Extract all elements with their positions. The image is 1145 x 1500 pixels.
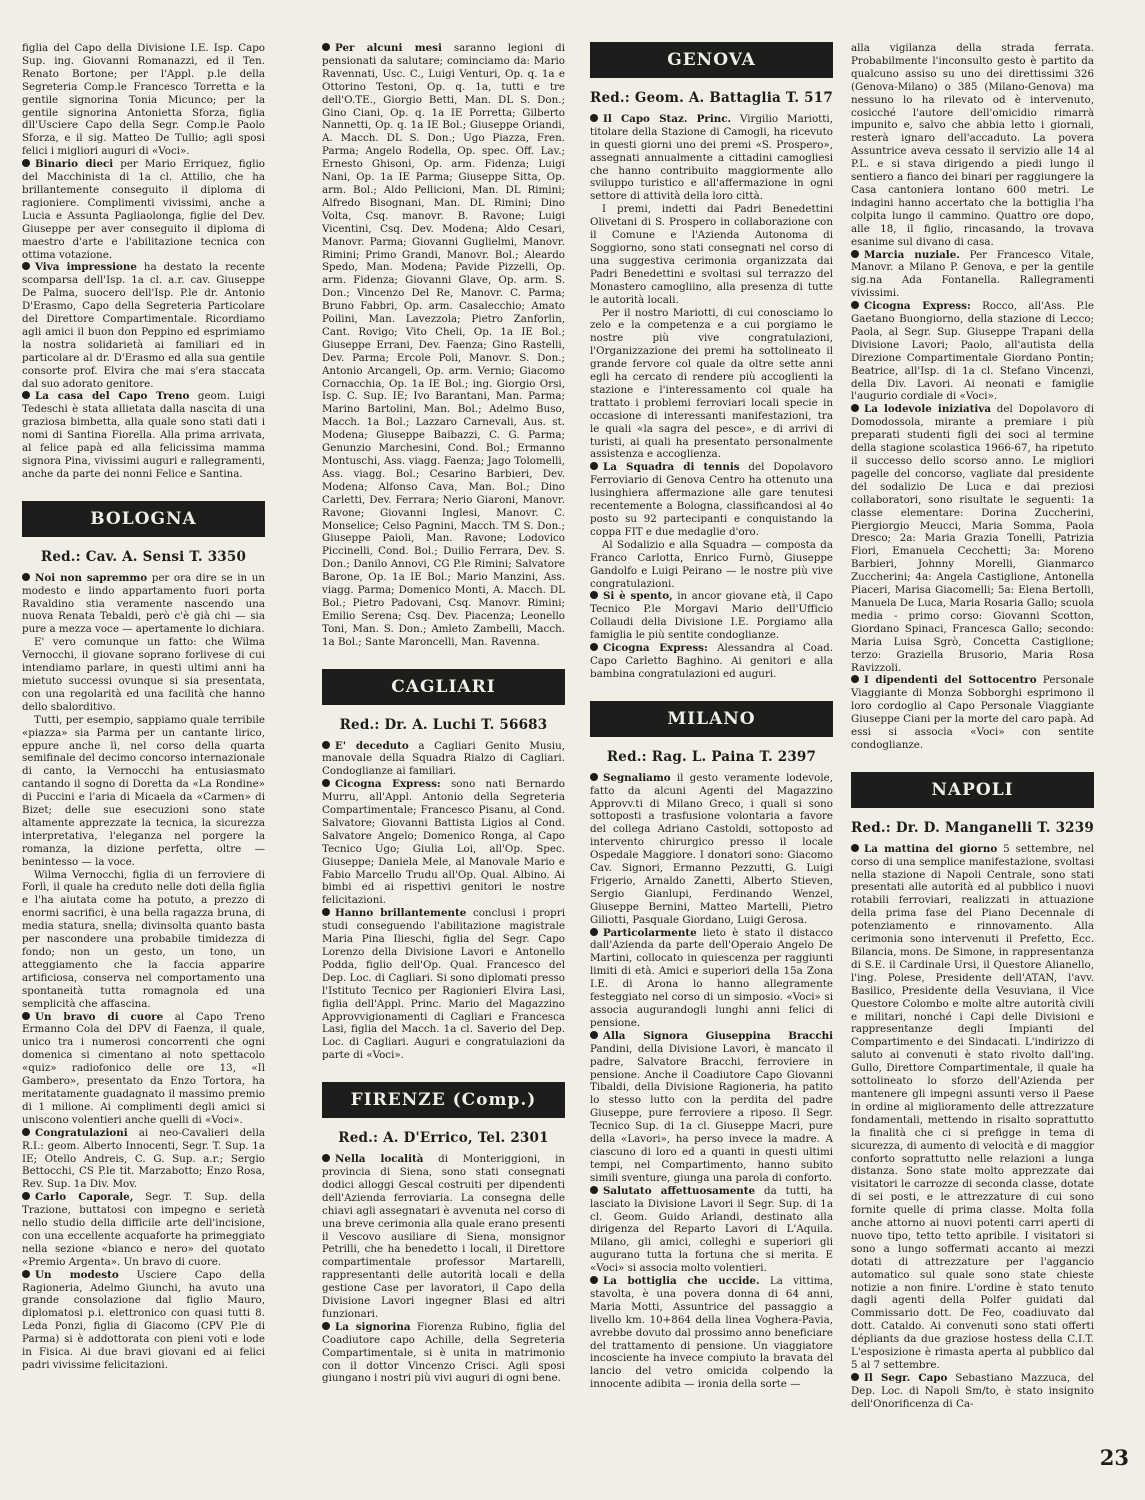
- news-item: I dipendenti del Sottocentro Personale Viaggiante di Monza Sobborghi esprimono il loro cordoglio al Capo Personale Viaggiante Giuseppe Ciani per la morte del caro papà. Ad essi si associa «Voci» con sentite condoglianze.: [851, 674, 1094, 751]
- section-banner-genova: GENOVA: [590, 42, 833, 78]
- bullet-icon: [851, 301, 859, 309]
- section-banner-firenze: FIRENZE (Comp.): [322, 1082, 565, 1118]
- article-paragraph: E' vero comunque un fatto: che Wilma Vernocchi, il giovane soprano forlivese di cui intendiamo parlare, in questi ultimi anni ha mietuto successi ovunque si sia presentata, con una regolarità ed una facilità che hanno dello sbalorditivo.: [22, 636, 265, 713]
- bullet-icon: [22, 1270, 30, 1278]
- news-item: Alla Signora Giuseppina Bracchi Pandini, della Divisione Lavori, è mancato il padre, Salvatore Bracchi, ferroviere in pensione. Anche il Coadiutore Capo Giovanni Tibaldi, della Divisione Ragioneria, ha patito lo stesso lutto con la perdita del padre Giuseppe, pure ferroviere a riposo. Il Segr. Tecnico Sup. di 1a cl. Giuseppe Macri, pure della «Lavori», ha perso invece la madre. A ciascuno di loro ed a quanti in questi ultimi tempi, nel Compartimento, hanno subito simili sventure, giunga una parola di conforto.: [590, 1029, 833, 1184]
- news-item: Cicogna Express: Alessandra al Coad. Capo Carletto Baghino. Ai genitori e alla bambina congratulazioni ed auguri.: [590, 642, 833, 680]
- bullet-icon: [590, 773, 598, 781]
- news-item: La casa del Capo Treno geom. Luigi Tedeschi è stata allietata dalla nascita di una graziosa bimbetta, alla quale sono stati dati i nomi di Santina Fiorella. Alla prima arrivata, al felice papà ed alla felicissima mamma signora Pina, vivissimi auguri e rallegramenti, anche da parte dei nonni Felice e Santina.: [22, 390, 265, 480]
- article-paragraph: Al Sodalizio e alla Squadra — composta da Franco Carlotta, Enrico Furnò, Giuseppe Gandolfo e Luigi Peirano — le nostre più vive congratulazioni.: [590, 538, 833, 590]
- bullet-icon: [590, 114, 598, 122]
- column-1: [22, 42, 265, 1372]
- bullet-icon: [590, 928, 598, 936]
- section-banner-milano: MILANO: [590, 701, 833, 737]
- section-editor-line: Red.: Dr. D. Manganelli T. 3239: [851, 819, 1094, 836]
- section-editor-line: Red.: Dr. A. Luchi T. 56683: [339, 716, 548, 733]
- bullet-icon: [322, 1154, 330, 1162]
- bullet-icon: [590, 1186, 598, 1194]
- bullet-icon: [851, 250, 859, 258]
- news-item: Congratulazioni ai neo-Cavalieri della R.I.: geom. Alberto Innocenti, Segr. T. Sup. 1a IE; Otello Andreis, C. G. Sup. a.r.; Sergio Bettocchi, CS P.le tit. Marzabotto; Enzo Rosa, Rev. Sup. 1a Div. Mov.: [22, 1126, 265, 1191]
- bullet-icon: [851, 844, 859, 852]
- bullet-icon: [851, 404, 859, 412]
- news-item: Marcia nuziale. Per Francesco Vitale, Manovr. a Milano P. Genova, e per la gentile sig.na Ada Fontanella. Rallegramenti vivissimi.: [851, 248, 1094, 300]
- section-banner-cagliari: CAGLIARI: [322, 669, 565, 705]
- news-item: Noi non sapremmo per ora dire se in un modesto e lindo appartamento fuori porta Ravaldino stia veramente nascendo una nuova Renata Tebaldi, però c'è già chi — sia pure a mezza voce — apertamente lo dichiara.: [22, 571, 265, 636]
- bullet-icon: [22, 1012, 30, 1020]
- news-item: Particolarmente lieto è stato il distacco dall'Azienda da parte dell'Operaio Angelo De Martini, collocato in quiescenza per raggiunti limiti di età. Amici e superiori della 15a Zona I.E. di Arona lo hanno allegramente festeggiato nel corso di un simposio. «Voci» si associa augurandogli lunghi anni felici di pensione.: [590, 926, 833, 1029]
- news-item: Salutato affettuosamente da tutti, ha lasciato la Divisione Lavori il Segr. Sup. di 1a cl. Geom. Guido Arlandi, destinato alla dirigenza del Reparto Lavori di L'Aquila. Milano, gli amici, colleghi e superiori gli augurano tutta la fortuna che si merita. E «Voci» si associa molto volentieri.: [590, 1184, 833, 1275]
- column-2: [322, 42, 565, 1385]
- article-paragraph: Wilma Vernocchi, figlia di un ferroviere di Forlì, il quale ha creduto nelle doti della figlia e l'ha aiutata come ha potuto, a prezzo di enormi sacrifici, è una bella ragazza bruna, di media statura, snella; divinsolta quanto basta per nascondere una probabile timidezza di fondo; non un gesto, un tono, un atteggiamento che la faccia apparire artificiosa, conserva nel comportamento una spontaneità tutta romagnola ed una semplicità che affascina.: [22, 868, 265, 1010]
- bullet-icon: [22, 573, 30, 581]
- section-banner-bologna: BOLOGNA: [22, 501, 265, 537]
- bullet-icon: [22, 1192, 30, 1200]
- article-text: figlia del Capo della Divisione I.E. Isp. Capo Sup. ing. Giovanni Romanazzi, ed il Ten. Renato Bortone; per l'Appl. p.le della Segreteria Comp.le Francesco Torretta e la gentile signorina Tonia Micunco; per la gentile signorina Antonietta Sforza, figlia dll'Usciere Capo della Segr. Comp.le Paolo Sforza, e il sig. Matteo De Tullio; agli sposi felici i migliori auguri di «Voci».: [22, 42, 265, 158]
- news-item: Il Segr. Capo Sebastiano Mazzuca, del Dep. Loc. di Napoli Sm/to, è stato insignito dell'Onorificenza di Ca-: [851, 1371, 1094, 1410]
- bullet-icon: [322, 43, 330, 51]
- bullet-icon: [322, 1322, 330, 1330]
- bullet-icon: [590, 1031, 598, 1039]
- news-item: Segnaliamo il gesto veramente lodevole, fatto da alcuni Agenti del Magazzino Approvv.ti di Milano Greco, i quali si sono sottoposti a trasfusione volontaria a favore del collega Adriano Castoldi, sottoposto ad intervento chirurgico presso il locale Ospedale Maggiore. I donatori sono: Giacomo Cav. Signori, Ermanno Pezzutti, G. Luigi Frigerio, Arnaldo Zanetti, Alberto Stieven, Sergio Gianlupi, Ferdinando Wenzel, Giuseppe Bernini, Matteo Martelli, Pietro Giliotti, Pasquale Giordano, Luigi Gerosa.: [590, 771, 833, 926]
- article-paragraph: I premi, indetti dai Padri Benedettini Olivetani di S. Prospero in collaborazione con il Comune e l'Azienda Autonoma di Soggiorno, sono stati consegnati nel corso di una suggestiva cerimonia organizzata dai Padri Benedettini e svoltasi sul terrazzo del Monastero camogliino, alla presenza di tutte le autorità locali.: [590, 203, 833, 306]
- news-item: La signorina Fiorenza Rubino, figlia del Coadiutore capo Achille, della Segreteria Compartimentale, si è unita in matrimonio con il dottor Vincenzo Crisci. Agli sposi giungano i nostri più vivi auguri di ogni bene.: [322, 1320, 565, 1385]
- news-item: Binario dieci per Mario Erriquez, figlio del Macchinista di 1a cl. Attilio, che ha brillantemente conseguito il diploma di ragioniere. Complimenti vivissimi, anche a Lucia e Assunta Pagliaolonga, figlie del Dev. Giuseppe per aver conseguito il diploma di maestro d'arte e l'abilitazione tecnica con ottima votazione.: [22, 158, 265, 261]
- bullet-icon: [851, 1373, 859, 1381]
- news-item: E' deceduto a Cagliari Genito Musiu, manovale della Squadra Rialzo di Cagliari. Condoglianze ai familiari.: [322, 739, 566, 778]
- news-item: Nella località di Monteriggioni, in provincia di Siena, sono stati consegnati dodici alloggi Gescal costruiti per dipendenti dell'Azienda ferroviaria. La consegna delle chiavi agli assegnatari è avvenuta nel corso di una breve cerimonia alla quale erano presenti il Vescovo ausiliare di Siena, monsignor Petrilli, che ha benedetto i locali, il Direttore compartimentale professor Martarelli, rappresentanti delle autorità locali e della gestione Case per lavoratori, il Capo della Divisione Lavori ingegner Blasi ed altri funzionari.: [322, 1153, 566, 1320]
- section-editor-line: Red.: A. D'Errico, Tel. 2301: [338, 1130, 549, 1147]
- bullet-icon: [590, 591, 598, 599]
- article-text: alla vigilanza della strada ferrata. Probabilmente l'inconsulto gesto è partito da qualcuno assiso su uno dei direttissimi 326 (Genova-Milano) o 385 (Milano-Genova) ma nessuno lo ha rilevato od è intervenuto, cosicché l'autore dell'omicidio rimarrà impunito e, salvo che abbia letto i giornali, resterà ignaro dell'accaduto. La povera Assuntrice aveva cessato il servizio alle 14 al P.L. e si stava dirigendo a piedi lungo il sentiero a fianco dei binari per raggiungere la Casa cantoniera lontano 600 metri. Le indagini hanno accertato che la bottiglia l'ha colpita lungo il cammino. Quattro ore dopo, alle 18, il figlio, rincasando, la trovava esanime sul divano di casa.: [851, 42, 1094, 248]
- bullet-icon: [322, 779, 330, 787]
- news-item: Si è spento, in ancor giovane età, il Capo Tecnico P.le Morgavi Mario dell'Ufficio Collaudi della Divisione I.E. Porgiamo alla famiglia le più sentite condoglianze.: [590, 590, 834, 642]
- bullet-icon: [322, 741, 330, 749]
- section-editor-line: Red.: Geom. A. Battaglia T. 517: [590, 90, 833, 106]
- bullet-icon: [590, 462, 598, 470]
- news-item: Viva impressione ha destato la recente scomparsa dell'Isp. 1a cl. a.r. cav. Giuseppe De Palma, suocero dell'Isp. P.le dr. Antonio D'Erasmo, Capo della Segreteria Particolare del Direttore Compartimentale. Ricordiamo agli amici il buon don Peppino ed esprimiamo la nostra solidarietà ai familiari ed in particolare al dr. D'Erasmo ed alla sua gentile consorte prof. Elvira che mai s'era staccata dal suo adorato genitore.: [22, 261, 265, 390]
- bullet-icon: [22, 1128, 30, 1136]
- section-banner-napoli: NAPOLI: [851, 772, 1094, 808]
- news-item: La lodevole iniziativa del Dopolavoro di Domodossola, mirante a premiare i più preparati studenti figli dei soci al termine della stagione scolastica 1966-67, ha ripetuto il successo dello scorso anno. Le migliori pagelle del concorso, vagliate dal presidente del sodalizio De Luca e dai preziosi collaboratori, sono risultate le seguenti: 1a classe elementare: Dorina Zuccherini, Piergiorgio Meucci, Maria Somma, Paola Dresco; 2a: Maria Grazia Tonelli, Patrizia Fiori, Emanuela Cecchetti; 3a: Moreno Barbieri, Johnny Morelli, Gianmarco Zuccherini; 4a: Angela Castiglione, Antonella Piaceri, Marisa Giacomelli; 5a: Elena Bertolli, Manuela De Luca, Maria Rosaria Gallo; scuola media - primo corso: Giovanni Scotton, Giordano Spinaci, Francesca Gallo; secondo: Maria Luisa Sgrò, Concetta Castiglione; terzo: Graziella Brusorio, Maria Rosa Ravizzoli.: [851, 403, 1094, 674]
- news-item: Il Capo Staz. Princ. Virgilio Mariotti, titolare della Stazione di Camogli, ha ricevuto in questi giorni uno dei premi «S. Prospero», assegnati annualmente a cittadini camogliesi che hanno contribuito maggiormente allo sviluppo turistico e all'affermazione in ogni settore di attività della loro città.: [590, 112, 833, 203]
- column-3: [590, 42, 833, 1391]
- bullet-icon: [590, 1276, 598, 1284]
- news-item: Hanno brillantemente conclusi i propri studi conseguendo l'abilitazione magistrale Maria Pina Ilieschi, figlia del Segr. Capo Lorenzo della Divisione Lavori e Antonello Podda, figlio dell'Op. Qual. Francesco del Dep. Loc. di Cagliari. Si sono diplomati presso l'Istituto Tecnico per Ragionieri Elvira Lasi, figlia dell'Appl. Princ. Mario del Magazzino Approvvigionamenti di Cagliari e Francesca Lasi, figlia del Macch. 1a cl. Saverio del Dep. Loc. di Cagliari. Auguri e congratulazioni da parte di «Voci».: [322, 907, 565, 1062]
- news-item: Per alcuni mesi saranno legioni di pensionati da salutare; cominciamo da: Mario Ravennati, Usc. C., Luigi Venturi, Op. q. 1a e Ottorino Testoni, Op. q. 1a, tutti e tre dell'O.TE., Giorgio Betti, Man. DL S. Don.; Gino Ciani, Op. q. 1a IE Porretta; Gilberto Nannetti, Op. q. 1a IE Bol.; Giuseppe Oriandi, A. Macch. DL S. Don.; Ugo Piazza, Fren. Parma; Angelo Rodella, Op. spec. Off. Lav.; Ernesto Ghisoni, Op. arm. Fidenza; Luigi Nani, Op. 1a IE Parma; Giuseppe Sitta, Op. arm. Bol.; Aldo Pellicioni, Man. DL Rimini; Alfredo Bisognani, Man. DL Rimini; Dino Volta, Csq. manovr. B. Ravone; Luigi Vicentini, Csq. Dev. Modena; Aldo Cesari, Manovr. Parma; Giovanni Guglielmi, Manovr. Rimini; Primo Grandi, Manovr. Bol.; Aleardo Spedo, Man. Modena; Pavide Pizzelli, Op. arm. Fidenza; Giovanni Glave, Op. arm. S. Don.; Vincenzo Del Re, Manovr. C. Parma; Bruno Fabbri, Op. arm. Casalecchio; Amato Poilini, Man. Lavezzola; Pietro Zanforlin, Cant. Rovigo; Vito Cheli, Op. 1a IE Bol.; Giuseppe Errani, Dev. Faenza; Gino Rastelli, Dev. Parma; Ercole Poli, Manovr. S. Don.; Antonio Arcangeli, Op. arm. Vernio; Giacomo Cornacchia, Op. 1a IE Bol.; ing. Giorgio Orsi, Isp. C. Sup. IE; Ivo Barantani, Man. Parma; Marino Bartolini, Man. Bol.; Adelmo Buso, Macch. 1a Bol.; Lazzaro Carnevali, Aus. st. Modena; Giuseppe Baibazzi, C. G. Parma; Genunzio Marchesini, Cond. Bol.; Ermanno Montuschi, Ass. viagg. Faenza; Jago Tolomelli, Ass. viagg. Bol.; Cesarino Barbieri, Dev. Modena; Alfonso Cava, Man. Bol.; Dino Carletti, Dev. Ferrara; Nerio Giaroni, Manovr. Ravone; Giovanni Inglesi, Manovr. C. Monselice; Celso Pagnini, Macch. TM S. Don.; Giuseppe Paioli, Man. Ravone; Lodovico Piccinelli, Cond. Bol.; Duilio Ferrara, Dev. S. Don.; Danilo Annovi, CG P.le Rimini; Salvatore Barone, Op. 1a IE Bol.; Mario Manzini, Ass. viagg. Parma; Domenico Monti, A. Macch. DL Bol.; Pietro Padovani, Csq. Manovr. Rimini; Emilio Serena; Csq. Dev. Piacenza; Leonello Toni, Man. S. Don.; Amleto Zambelli, Macch. 1a Bol.; Sante Maroncelli, Man. Ravenna.: [322, 42, 565, 648]
- news-item: Un bravo di cuore al Capo Treno Ermanno Cola del DPV di Faenza, il quale, unico tra i numerosi concorrenti che ogni domenica si cimentano al noto spettacolo «quiz» radiofonico delle ore 13, «Il Gambero», presentato da Enzo Tortora, ha meritatamente guadagnato il massimo premio di 1 milione. Ai complimenti degli amici si uniscono volentieri anche quelli di «Voci».: [22, 1010, 265, 1126]
- article-paragraph: Tutti, per esempio, sappiamo quale terribile «piazza» sia Parma per un cantante lirico, eppure anche lì, nel corso della quarta semifinale del decimo concorso internazionale di canto, la Vernocchi ha entusiasmato cantando il sogno di Doretta da «La Rondine» di Puccini e l'aria di Micaela da «Carmen» di Bizet; delle sue esecuzioni sono state altamente apprezzate la tecnica, la sicurezza interpretativa, l'eleganza nel porgere la romanza, la dizione perfetta, oltre — benintesso — la voce.: [22, 713, 265, 868]
- bullet-icon: [22, 159, 30, 167]
- news-item: La bottiglia che uccide. La vittima, stavolta, è una povera donna di 64 anni, Maria Motti, Assuntrice del passaggio a livello km. 10+864 della linea Voghera-Pavia, avrebbe dovuto dal prossimo anno beneficiare del trattamento di pensione. Un viaggiatore incosciente ha invece compiuto la bravata del lancio del vetro omicida colpendo la innocente adibita — ironia della sorte —: [590, 1275, 833, 1391]
- article-paragraph: Per il nostro Mariotti, di cui conosciamo lo zelo e la competenza e a cui porgiamo le nostre più vive congratulazioni, l'Organizzazione dei premi ha sottolineato il grande fervore col quale da oltre sette anni egli ha cercato di rendere più accoglienti la stazione e l'interessamento col quale ha trattato i problemi ferroviari locali specie in occasione di interessanti manifestazioni, tra le quali «la sagra del pesce», e di arrivi di turisti, ai quali ha presentato personalmente assistenza e accoglienza.: [590, 306, 833, 461]
- news-item: Un modesto Usciere Capo della Ragioneria, Adelmo Giunchi, ha avuto una grande consolazione dal figlio Mauro, diplomatosi p.i. elettronico con quasi tutti 8. Leda Ponzi, figlia di Giacomo (CPV P.le di Parma) si è addottorata con pieni voti e lode in Fisica. Ai due bravi giovani ed ai felici padri vivissime felicitazioni.: [22, 1268, 265, 1371]
- news-item: Carlo Caporale, Segr. T. Sup. della Trazione, buttatosi con impegno e serietà nello studio della difficile arte dell'incisione, con una eccellente acquaforte ha primeggiato nella sezione «bianco e nero» del quotato «Premio Argenta». Un bravo di cuore.: [22, 1191, 265, 1268]
- news-item: Cicogna Express: sono nati Bernardo Murru, all'Appl. Antonio della Segreteria Compartimentale; Francesco Pisanu, al Cond. Salvatore; Giovanni Battista Ligios al Cond. Salvatore Angelo; Domenico Ronga, al Capo Tecnico Ugo; Giulia Loi, all'Op. Spec. Giuseppe; Daniela Mele, al Manovale Mario e Fabio Marcello Trudu all'Op. Qual. Albino. Ai bimbi ed ai rispettivi genitori le nostre felicitazioni.: [322, 778, 566, 907]
- column-4: [851, 42, 1094, 1411]
- bullet-icon: [322, 908, 330, 916]
- news-item: Cicogna Express: Rocco, all'Ass. P.le Gaetano Buongiorno, della stazione di Lecco; Paola, al Segr. Sup. Giuseppe Trapani della Divisione Lavori; Paolo, all'autista della Direzione Compartimentale Giordano Pontin; Beatrice, all'Isp. di 1a cl. Stefano Vincenzi, della Div. Lavori. Ai neonati e famiglie l'augurio cordiale di «Voci».: [851, 300, 1094, 403]
- section-editor-line: Red.: Cav. A. Sensi T. 3350: [40, 548, 247, 565]
- news-item: La mattina del giorno 5 settembre, nel corso di una semplice manifestazione, svoltasi nella stazione di Napoli Centrale, sono stati presentati alle autorità ed al pubblico i nuovi rotabili ferroviari, realizzati in attuazione della prima fase del Piano Decennale di potenziamento e rinnovamento. Alla cerimonia sono intervenuti il Prefetto, Ecc. Bilancia, mons. De Simone, in rappresentanza di S.E. il Cardinale Ursi, il Questore Alianello, l'ing. Polese, Presidente dell'ATAN, l'avv. Basilico, Presidente della Vesuviana, il Vice Questore Colombo e molte altre autorità civili e militari, nonché i Capi delle Divisioni e rappresentanze degli Impianti del Compartimento e dei Sindacati. L'indirizzo di saluto ai convenuti è stato rivolto dall'ing. Gullo, Direttore Compartimentale, il quale ha sottolineato lo sforzo dell'Azienda per mantenere gli impegni assunti verso il Paese in ordine al miglioramento delle attrezzature fondamentali, mettendo in risalto soprattutto la finalità che ci si prefigge in tema di sicurezza, di aumento di velocità e di maggior conforto soprattutto nelle relazioni a lunga distanza. Sono state molto apprezzate dai visitatori le carrozze di seconda classe, dotate di sei posti, e le attrezzature di cui sono fornite quelle di prima classe. Molta folla anche attorno ai nuovi potenti carri aperti di nuovo tipo, tetto tetto apribile. I visitatori si sono a lungo soffermati accanto ai mezzi dotati di attrezzature per l'aggancio automatico sul quale sono state chieste notizie a non finire. L'ordine è stato tenuto dagli agenti della Polfer guidati dal Commissario dott. De Feo, coadiuvato dal dott. Cataldo. Ai convenuti sono stati offerti dépliants da due graziose hostess della C.I.T. L'esposizione è rimasta aperta al pubblico dal 5 al 7 settembre.: [851, 842, 1094, 1371]
- bullet-icon: [22, 391, 30, 399]
- news-item: La Squadra di tennis del Dopolavoro Ferroviario di Genova Centro ha ottenuto una lusinghiera affermazione alle gare tenutesi recentemente a Bologna, classificandosi al 4o posto su 92 partecipanti e conquistando la coppa FIT e due medaglie d'oro.: [590, 461, 834, 538]
- bullet-icon: [590, 643, 598, 651]
- section-editor-line: Red.: Rag. L. Paina T. 2397: [606, 748, 817, 765]
- bullet-icon: [851, 675, 859, 683]
- page-number: 23: [1099, 1445, 1129, 1470]
- bullet-icon: [22, 262, 30, 270]
